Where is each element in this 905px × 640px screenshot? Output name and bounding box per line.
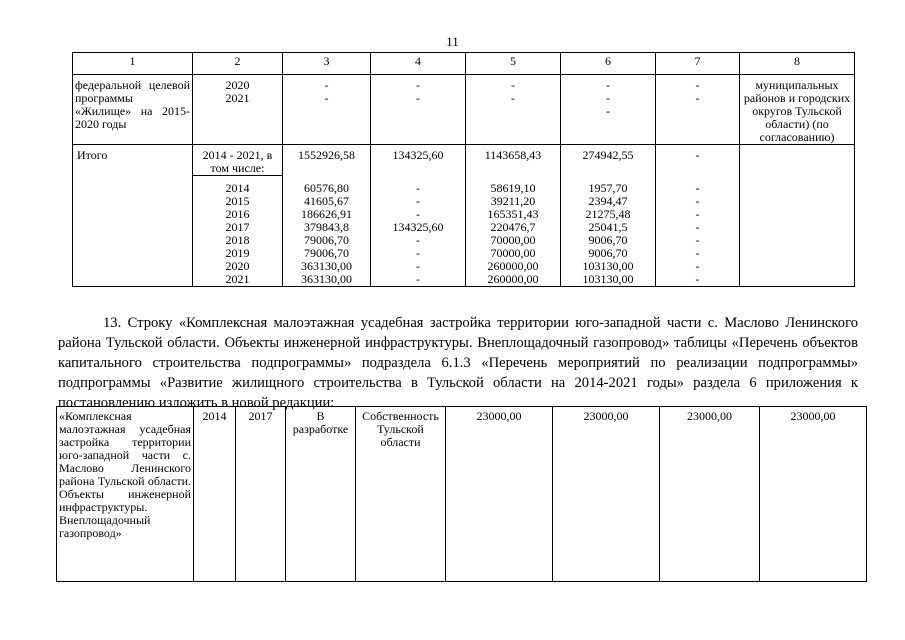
program-years [193, 75, 283, 145]
page-number: 11 [446, 34, 459, 49]
header-cell: 2 [193, 53, 283, 75]
year-value: 2017 [225, 220, 250, 234]
table-row-total [73, 145, 855, 176]
cell-value: 60576,80 [304, 180, 349, 195]
cell-value: - [695, 91, 700, 105]
cell-value: - [511, 91, 515, 105]
amount-value: 23000,00 [760, 407, 867, 582]
cell-value: 165351,43 [487, 206, 539, 221]
program-col6 [561, 75, 656, 145]
years-col3 [283, 176, 371, 287]
cell-value: - [695, 193, 700, 208]
design-status: В разработке [286, 407, 356, 582]
years-list [193, 176, 283, 287]
total-label: Итого [73, 145, 193, 176]
cell-value: - [606, 91, 610, 105]
cell-value: 70000,00 [490, 245, 536, 260]
cell-value: - [695, 78, 700, 92]
object-name: «Комплексная малоэтажная усадебная застройка территории юго-западной части с. Маслово Ленинского района Тульской области. Объекты инженерной инфраструктуры. Внеплощадочный газопровод» [57, 407, 194, 582]
cell-value: - [324, 78, 329, 92]
cell-value: - [695, 232, 700, 247]
total-period: 2014 - 2021, в том числе: [193, 145, 283, 176]
cell-value: 260000,00 [487, 271, 539, 286]
cell-value: - [695, 245, 700, 260]
header-cell: 7 [656, 53, 740, 75]
year-value: 2015 [225, 194, 250, 208]
cell-value: - [416, 232, 420, 247]
table-header-row [73, 53, 855, 75]
years-empty [73, 176, 193, 287]
header-cell: 1 [73, 53, 193, 75]
cell-value: 363130,00 [301, 271, 352, 286]
amendment-paragraph: 13. Строку «Комплексная малоэтажная усадебная застройка территории юго-западной части с. Маслово Ленинского района Тульской области. Объекты инженерной инфраструктуры. Внеплощадочный газопровод» таблицы «Перечень объектов капитального строительства подпрограммы» подраздела 6.1.3 «Перечень мероприятий по реализации подпрограммы» подпрограммы «Развитие жилищного строительства в Тульской области на 2014-2021 годы» раздела 6 приложения к постановлению изложить в новой редакции: [58, 315, 858, 411]
cell-value: - [416, 91, 420, 105]
table-row-years [73, 176, 855, 287]
cell-value: 79006,70 [304, 245, 349, 260]
cell-value: 103130,00 [582, 258, 634, 273]
cell-value: 79006,70 [304, 232, 349, 247]
cell-value: - [695, 258, 700, 273]
program-col3 [283, 75, 371, 145]
program-col5 [466, 75, 561, 145]
table-row-program [73, 75, 855, 145]
year-value: 2020 [225, 259, 250, 273]
cell-value: - [416, 271, 420, 286]
cell-value: 39211,20 [490, 193, 536, 208]
total-col5: 1143658,43 [466, 145, 561, 176]
cell-value: - [695, 271, 700, 286]
cell-value: - [606, 104, 610, 118]
cell-value: - [416, 245, 420, 260]
total-col3: 1552926,58 [283, 145, 371, 176]
cell-value: 25041,5 [588, 219, 628, 234]
cell-value: 9006,70 [588, 232, 628, 247]
header-cell: 4 [371, 53, 466, 75]
program-col7 [656, 75, 740, 145]
cell-value: 2394,47 [588, 193, 628, 208]
header-cell: 6 [561, 53, 656, 75]
program-responsible: муниципальных районов и городских округов Тульской области) (по согласованию) [740, 75, 855, 145]
program-name: федеральной целевой программы «Жилище» на 2015-2020 годы [73, 75, 193, 145]
amount-value: 23000,00 [553, 407, 660, 582]
cell-value: 103130,00 [582, 271, 634, 286]
table-row [57, 407, 867, 582]
cell-value: - [416, 193, 420, 208]
start-year: 2014 [194, 407, 236, 582]
cell-value: - [416, 258, 420, 273]
cell-value: 58619,10 [490, 180, 536, 195]
cell-value: - [606, 78, 610, 92]
cell-value: - [324, 91, 329, 105]
cell-value: 1957,70 [588, 180, 628, 195]
amount-value: 23000,00 [660, 407, 760, 582]
total-col6: 274942,55 [561, 145, 656, 176]
year-value: 2021 [225, 91, 250, 105]
years-col4 [371, 176, 466, 287]
cell-value: 21275,48 [585, 206, 631, 221]
cell-value: - [416, 180, 420, 195]
years-col7 [656, 176, 740, 287]
year-value: 2014 [225, 181, 250, 195]
cell-value: 41605,67 [304, 193, 349, 208]
years-col8 [740, 176, 855, 287]
ownership: Собственность Тульской области [356, 407, 446, 582]
years-col6 [561, 176, 656, 287]
cell-value: 363130,00 [301, 258, 352, 273]
total-col4: 134325,60 [371, 145, 466, 176]
year-value: 2021 [225, 272, 250, 286]
cell-value: 186626,91 [301, 206, 352, 221]
cell-value: - [695, 206, 700, 221]
year-value: 2019 [225, 246, 250, 260]
cell-value: - [416, 78, 420, 92]
year-value: 2020 [225, 78, 250, 92]
cell-value: - [695, 180, 700, 195]
financing-table [72, 52, 855, 287]
cell-value: - [511, 78, 515, 92]
cell-value: 9006,70 [588, 245, 628, 260]
year-value: 2018 [225, 233, 250, 247]
cell-value: - [416, 206, 420, 221]
header-cell: 5 [466, 53, 561, 75]
cell-value: 260000,00 [487, 258, 539, 273]
cell-value: 70000,00 [490, 232, 536, 247]
cell-value: - [695, 219, 700, 234]
amount-value: 23000,00 [446, 407, 553, 582]
year-value: 2016 [225, 207, 250, 221]
cell-value: 379843,8 [304, 219, 349, 234]
years-col5 [466, 176, 561, 287]
header-cell: 3 [283, 53, 371, 75]
total-col7: - [656, 145, 740, 176]
end-year: 2017 [236, 407, 286, 582]
cell-value: 220476,7 [490, 219, 536, 234]
construction-object-table [56, 406, 867, 582]
total-col8 [740, 145, 855, 176]
program-col4 [371, 75, 466, 145]
header-cell: 8 [740, 53, 855, 75]
cell-value: 134325,60 [392, 219, 444, 234]
